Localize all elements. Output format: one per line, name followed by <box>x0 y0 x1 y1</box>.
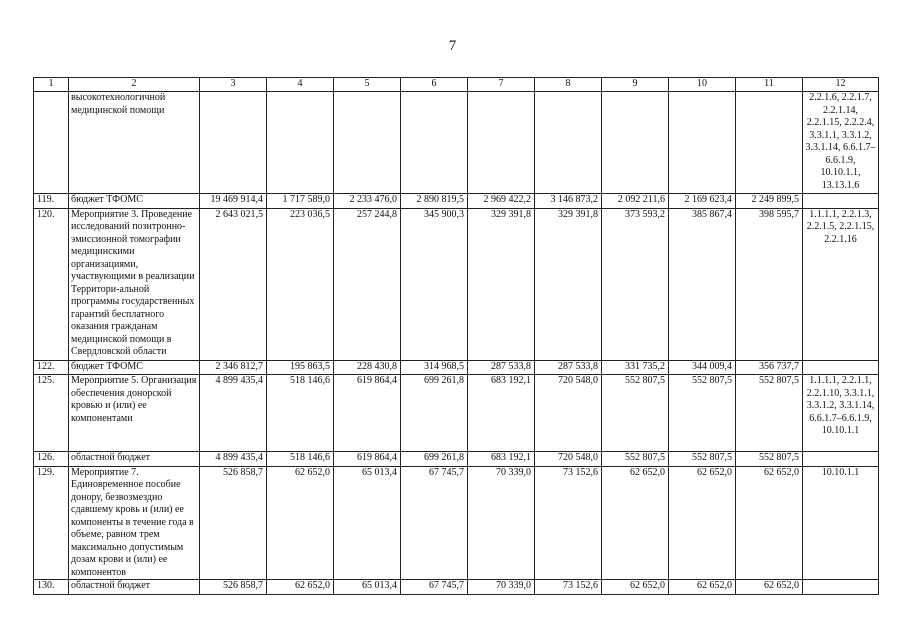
value-cell: 385 867,4 <box>669 208 736 360</box>
value-cell: 552 807,5 <box>602 452 669 467</box>
header-row <box>34 78 879 92</box>
page-number: 7 <box>448 38 457 54</box>
target-ref-cell: 1.1.1.1, 2.2.1.3, 2.2.1.5, 2.2.1.15, 2.2.1.16 <box>803 208 879 360</box>
value-cell: 287 533,8 <box>535 360 602 375</box>
value-cell: 552 807,5 <box>669 452 736 467</box>
value-cell: 1 717 589,0 <box>267 194 334 209</box>
value-cell: 683 192,1 <box>468 452 535 467</box>
value-cell: 518 146,6 <box>267 375 334 452</box>
target-ref-cell <box>803 452 879 467</box>
value-cell: 70 339,0 <box>468 466 535 580</box>
value-cell: 329 391,8 <box>468 208 535 360</box>
value-cell: 62 652,0 <box>736 466 803 580</box>
value-cell: 552 807,5 <box>669 375 736 452</box>
target-ref-cell: 1.1.1.1, 2.2.1.1, 2.2.1.10, 3.3.1.1, 3.3.1.2, 3.3.1.14, 6.6.1.7–6.6.1.9, 10.10.1.1 <box>803 375 879 452</box>
value-cell: 70 339,0 <box>468 580 535 595</box>
table-body <box>34 78 879 595</box>
value-cell <box>736 92 803 194</box>
value-cell: 526 858,7 <box>200 466 267 580</box>
header-cell: 2 <box>69 78 200 92</box>
table-row <box>34 360 879 375</box>
target-ref-cell <box>803 194 879 209</box>
value-cell: 67 745,7 <box>401 466 468 580</box>
value-cell: 73 152,6 <box>535 466 602 580</box>
value-cell <box>468 92 535 194</box>
description-cell: Мероприятие 7. Единовременное пособие донору, безвозмездно сдавшему кровь и (или) ее компоненты в течение года в объеме, равном трем максимально допустимым дозам крови и (или) ее компонентов <box>69 466 200 580</box>
value-cell: 2 092 211,6 <box>602 194 669 209</box>
header-cell: 6 <box>401 78 468 92</box>
row-number-cell: 129. <box>34 466 69 580</box>
table-row <box>34 375 879 452</box>
header-cell: 8 <box>535 78 602 92</box>
target-ref-cell: 10.10.1.1 <box>803 466 879 580</box>
value-cell: 2 890 819,5 <box>401 194 468 209</box>
header-cell: 9 <box>602 78 669 92</box>
value-cell: 62 652,0 <box>267 466 334 580</box>
value-cell: 2 249 899,5 <box>736 194 803 209</box>
value-cell: 62 652,0 <box>669 466 736 580</box>
header-cell: 5 <box>334 78 401 92</box>
value-cell: 2 969 422,2 <box>468 194 535 209</box>
value-cell: 3 146 873,2 <box>535 194 602 209</box>
header-cell: 7 <box>468 78 535 92</box>
value-cell: 373 593,2 <box>602 208 669 360</box>
value-cell: 65 013,4 <box>334 580 401 595</box>
value-cell: 228 430,8 <box>334 360 401 375</box>
value-cell: 526 858,7 <box>200 580 267 595</box>
value-cell: 4 899 435,4 <box>200 375 267 452</box>
value-cell: 683 192,1 <box>468 375 535 452</box>
value-cell: 345 900,3 <box>401 208 468 360</box>
table-row <box>34 580 879 595</box>
row-number-cell <box>34 92 69 194</box>
value-cell: 62 652,0 <box>602 466 669 580</box>
value-cell: 720 548,0 <box>535 375 602 452</box>
value-cell <box>401 92 468 194</box>
value-cell: 720 548,0 <box>535 452 602 467</box>
value-cell <box>669 92 736 194</box>
value-cell <box>602 92 669 194</box>
description-cell: областной бюджет <box>69 452 200 467</box>
value-cell: 67 745,7 <box>401 580 468 595</box>
value-cell: 2 643 021,5 <box>200 208 267 360</box>
row-number-cell: 119. <box>34 194 69 209</box>
table-row <box>34 452 879 467</box>
budget-table <box>33 77 879 595</box>
description-cell: областной бюджет <box>69 580 200 595</box>
header-cell: 3 <box>200 78 267 92</box>
target-ref-cell: 2.2.1.6, 2.2.1.7, 2.2.1.14, 2.2.1.15, 2.2.2.4, 3.3.1.1, 3.3.1.2, 3.3.1.14, 6.6.1.7–6.6.1.9, 10.10.1.1, 13.13.1.6 <box>803 92 879 194</box>
value-cell: 552 807,5 <box>736 452 803 467</box>
value-cell: 398 595,7 <box>736 208 803 360</box>
row-number-cell: 130. <box>34 580 69 595</box>
value-cell: 356 737,7 <box>736 360 803 375</box>
target-ref-cell <box>803 360 879 375</box>
value-cell <box>535 92 602 194</box>
value-cell: 62 652,0 <box>267 580 334 595</box>
table-row <box>34 208 879 360</box>
value-cell: 257 244,8 <box>334 208 401 360</box>
description-cell: Мероприятие 3. Проведение исследований позитронно-эмиссионной томографии медицинскими организациями, участвующими в реализации Территори-альной программы государственных гарантий бесплатного оказания гражданам медицинской помощи в Свердловской области <box>69 208 200 360</box>
value-cell: 4 899 435,4 <box>200 452 267 467</box>
value-cell: 314 968,5 <box>401 360 468 375</box>
table-row <box>34 194 879 209</box>
row-number-cell: 122. <box>34 360 69 375</box>
value-cell: 223 036,5 <box>267 208 334 360</box>
value-cell: 2 346 812,7 <box>200 360 267 375</box>
header-cell: 12 <box>803 78 879 92</box>
value-cell: 344 009,4 <box>669 360 736 375</box>
value-cell: 518 146,6 <box>267 452 334 467</box>
value-cell: 619 864,4 <box>334 375 401 452</box>
target-ref-cell <box>803 580 879 595</box>
row-number-cell: 120. <box>34 208 69 360</box>
header-cell: 4 <box>267 78 334 92</box>
table-row <box>34 92 879 194</box>
row-number-cell: 125. <box>34 375 69 452</box>
value-cell <box>200 92 267 194</box>
value-cell: 195 863,5 <box>267 360 334 375</box>
value-cell: 2 169 623,4 <box>669 194 736 209</box>
value-cell: 19 469 914,4 <box>200 194 267 209</box>
value-cell: 62 652,0 <box>602 580 669 595</box>
value-cell: 73 152,6 <box>535 580 602 595</box>
table-row <box>34 466 879 580</box>
header-cell: 11 <box>736 78 803 92</box>
value-cell: 62 652,0 <box>736 580 803 595</box>
value-cell: 62 652,0 <box>669 580 736 595</box>
description-cell: высокотехнологичной медицинской помощи <box>69 92 200 194</box>
value-cell: 699 261,8 <box>401 452 468 467</box>
value-cell <box>334 92 401 194</box>
description-cell: Мероприятие 5. Организация обеспечения донорской кровью и (или) ее компонентами <box>69 375 200 452</box>
value-cell: 329 391,8 <box>535 208 602 360</box>
value-cell: 619 864,4 <box>334 452 401 467</box>
value-cell <box>267 92 334 194</box>
value-cell: 65 013,4 <box>334 466 401 580</box>
value-cell: 699 261,8 <box>401 375 468 452</box>
description-cell: бюджет ТФОМС <box>69 194 200 209</box>
value-cell: 552 807,5 <box>602 375 669 452</box>
header-cell: 1 <box>34 78 69 92</box>
value-cell: 552 807,5 <box>736 375 803 452</box>
value-cell: 287 533,8 <box>468 360 535 375</box>
header-cell: 10 <box>669 78 736 92</box>
description-cell: бюджет ТФОМС <box>69 360 200 375</box>
row-number-cell: 126. <box>34 452 69 467</box>
value-cell: 2 233 476,0 <box>334 194 401 209</box>
value-cell: 331 735,2 <box>602 360 669 375</box>
